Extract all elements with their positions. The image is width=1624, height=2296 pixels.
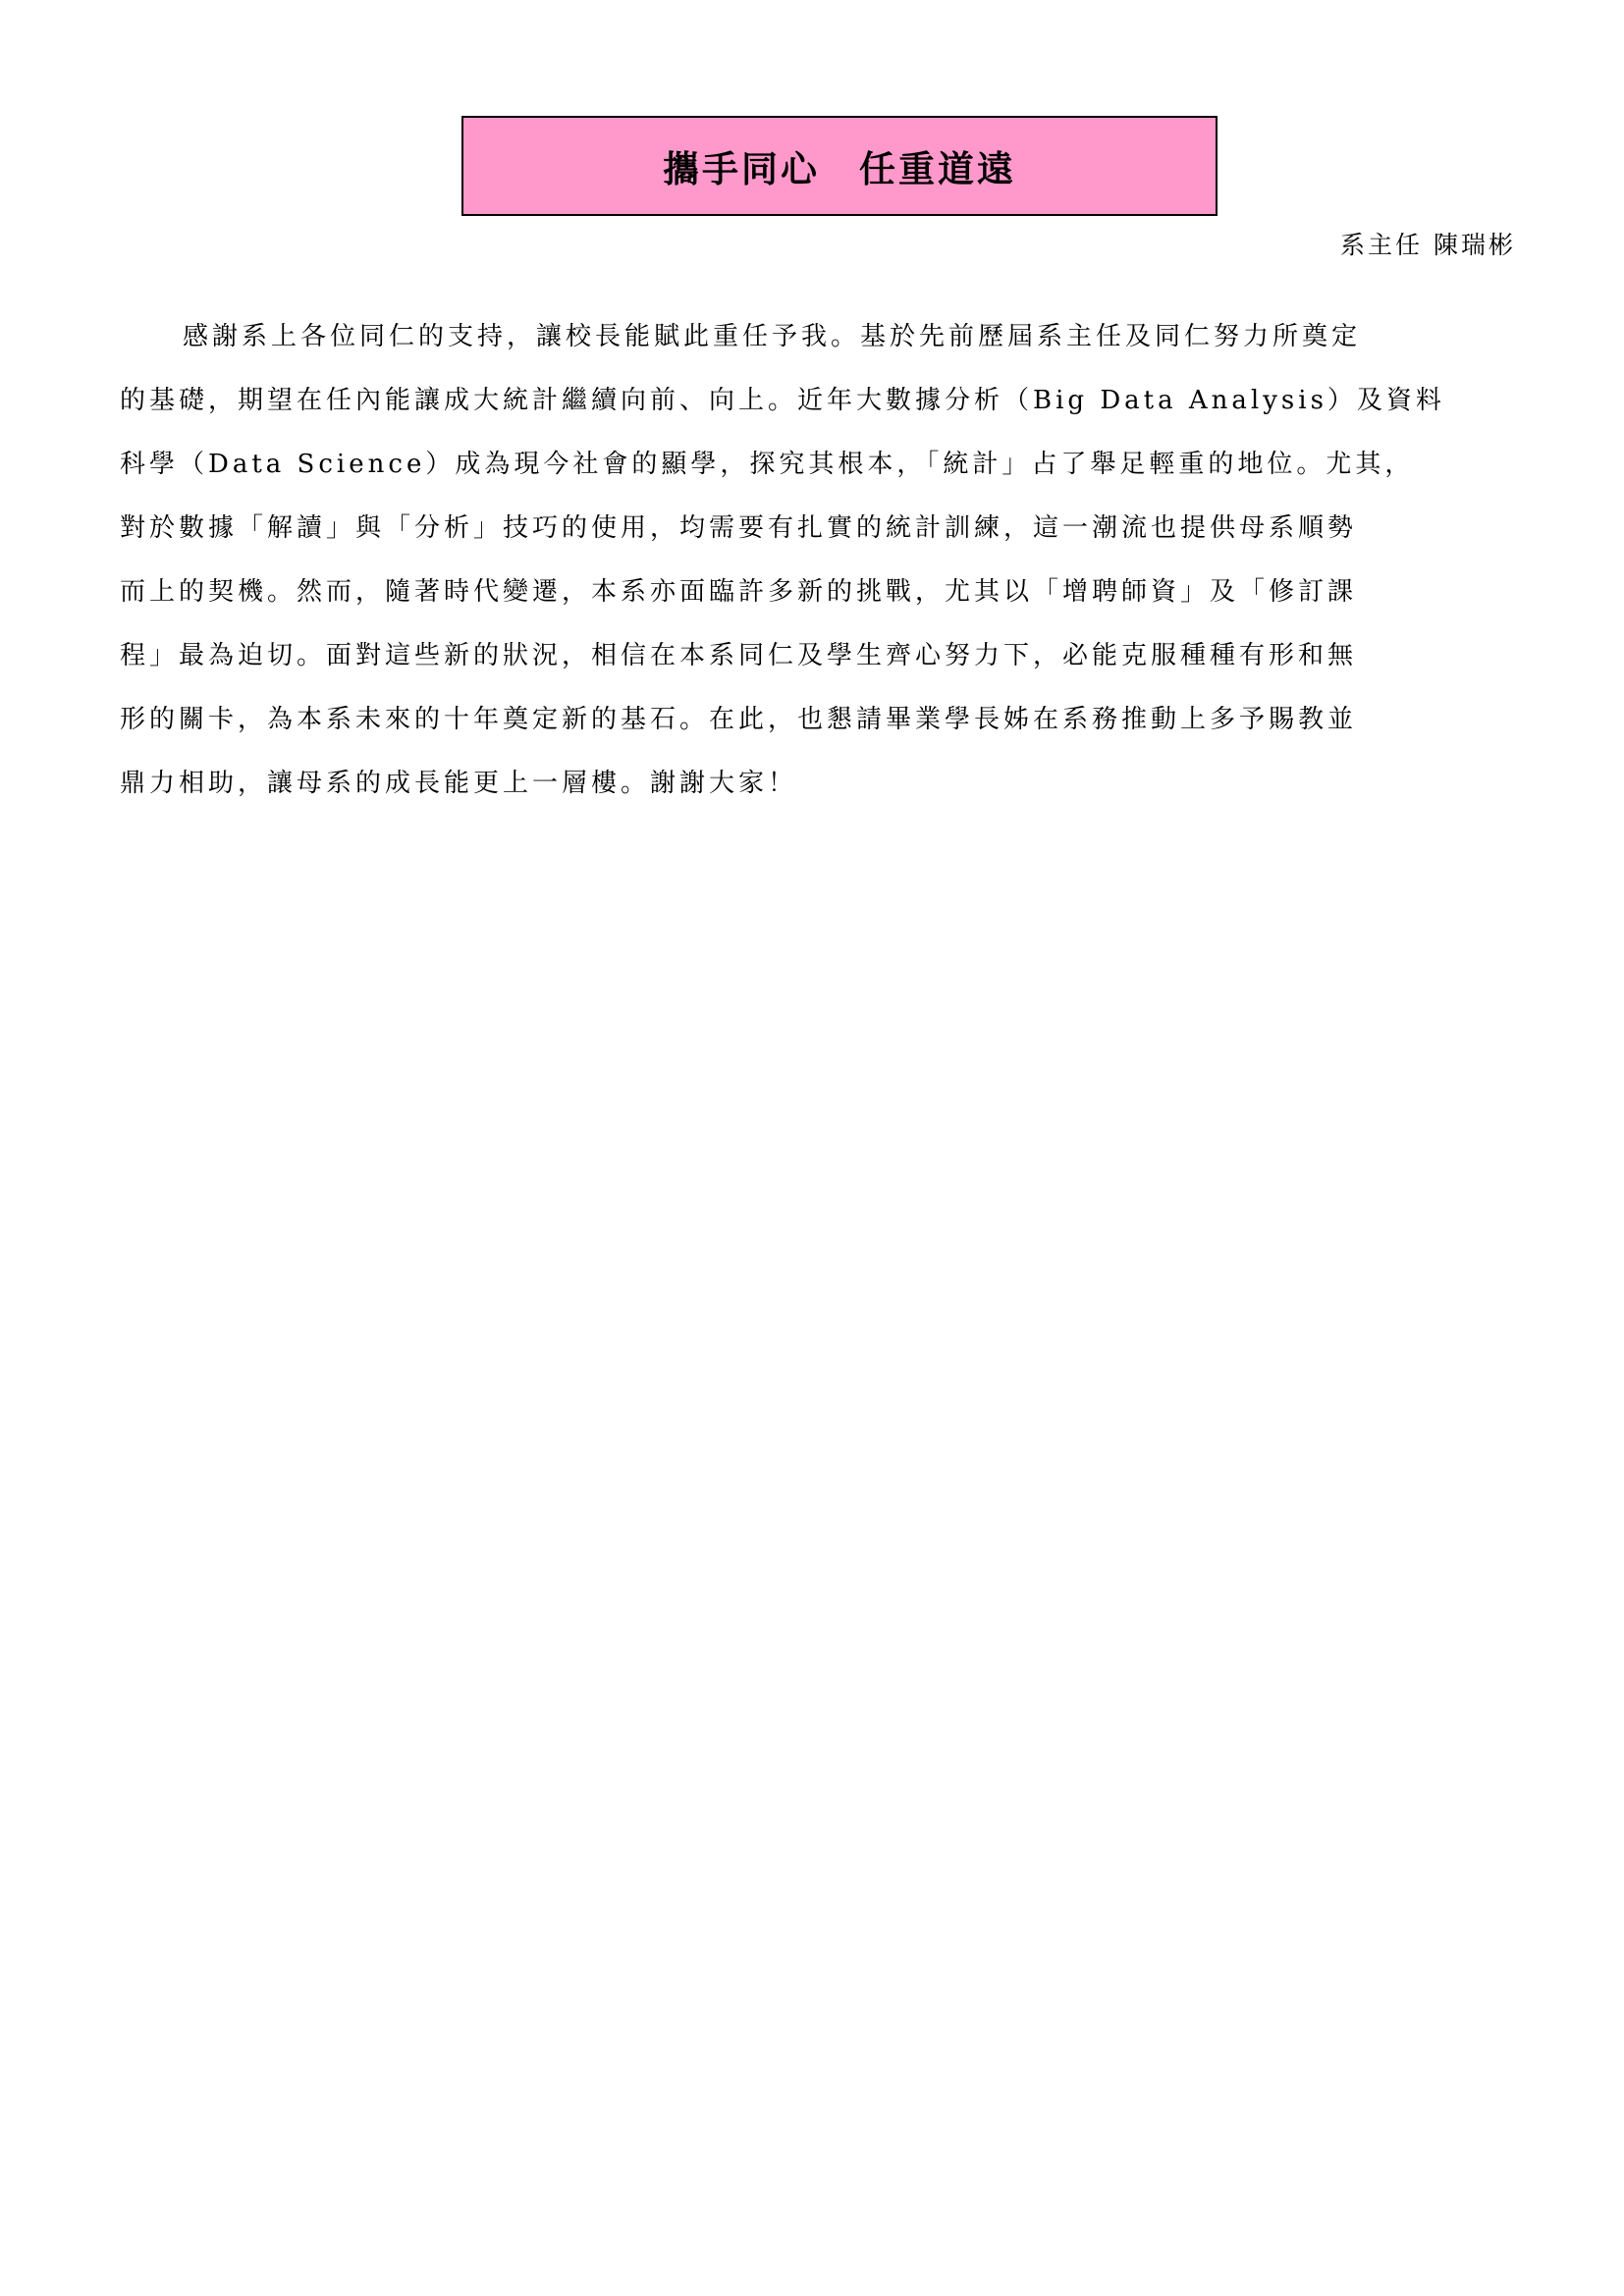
paragraph-line: 形的關卡，為本系未來的十年奠定新的基石。在此，也懇請畢業學長姊在系務推動上多予賜教並 [120,705,1358,734]
title-box [461,116,1218,216]
paragraph-line: 程」最為迫切。面對這些新的狀況，相信在本系同仁及學生齊心努力下，必能克服種種有形和無 [120,641,1358,670]
paragraph-line: 對於數據「解讀」與「分析」技巧的使用，均需要有扎實的統計訓練，這一潮流也提供母系順勢 [120,513,1358,543]
paragraph-line: 鼎力相助，讓母系的成長能更上一層樓。謝謝大家！ [120,769,798,798]
paragraph-line: 而上的契機。然而，隨著時代變遷，本系亦面臨許多新的挑戰，尤其以「增聘師資」及「修訂課 [120,577,1358,607]
body-paragraph [120,316,1514,827]
paragraph-line: 的基礎，期望在任內能讓成大統計繼續向前、向上。近年大數據分析（Big Data Analysis）及資料 [120,386,1445,415]
paragraph-line: 科學（Data Science）成為現今社會的顯學，探究其根本，「統計」占了舉足輕重的地位。尤其， [120,450,1415,479]
page-title: 攜手同心 任重道遠 [663,148,1016,190]
author-byline: 系主任 陳瑞彬 [1340,231,1516,259]
paragraph-line: 感謝系上各位同仁的支持，讓校長能賦此重任予我。基於先前歷屆系主任及同仁努力所奠定 [183,322,1362,351]
